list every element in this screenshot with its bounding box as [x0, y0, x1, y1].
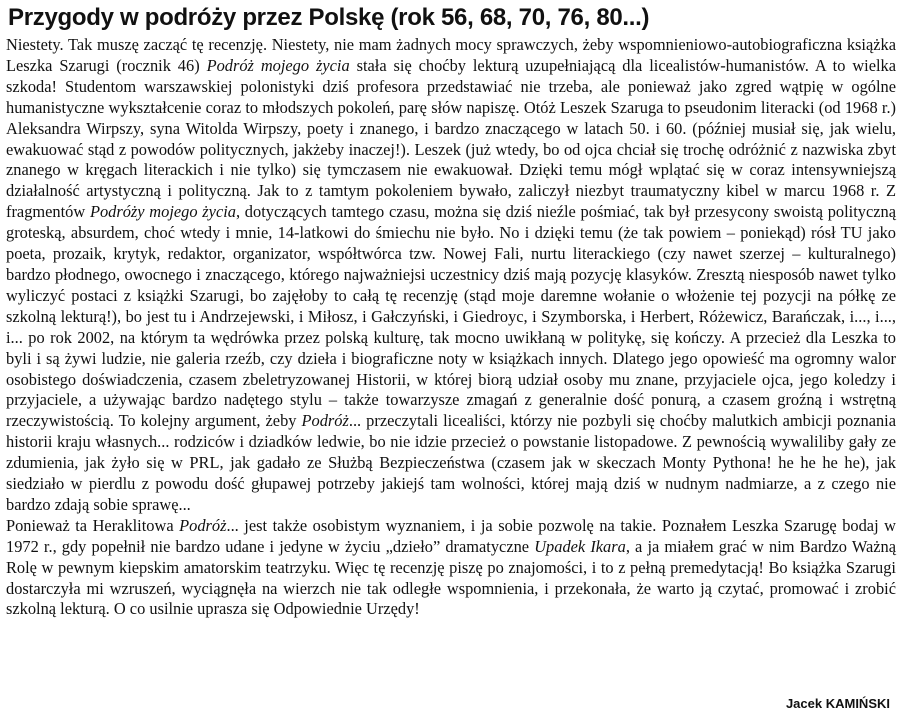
- paragraph-2: [6, 516, 896, 621]
- author-signature: Jacek KAMIŃSKI: [785, 696, 890, 711]
- book-title-italic: Podróż: [301, 411, 349, 431]
- book-title-italic: Podróż: [179, 515, 227, 535]
- paragraph-2-text-1: Ponieważ ta Heraklitowa: [6, 515, 180, 535]
- paragraph-1-text-4: ... przeczytali licealiści, którzy nie pozbyli się choćby malutkich ambicji poznania historii kraju własnych... rodziców i dziadków ledwie, bo nie idzie przecież o powstanie listopadowe. Z pewnością wywaliliby gały ze zdumienia, jak żyło się w PRL, jak gadało ze Służbą Bezpieczeństwa (czasem jak w skeczach Monty Pythona! he he he he), jak siedziało w pierdlu z powodu dość głupawej potrzeby jakiejś tam wolności, której mają dziś w nudnym nadmiarze, a z czego nie bardzo zdają sobie sprawę...: [6, 411, 896, 514]
- book-title-italic: Podróż mojego życia: [206, 55, 350, 75]
- paragraph-2-text-3: , a ja miałem grać w nim Bardzo Ważną Rolę w pewnym kiepskim amatorskim teatrzyku. Więc tę recenzję piszę po znajomości, i to z pełną premedytacją! Bo książka Szarugi dostarczyła mi wzruszeń, wyciągnęła na wierzch nie tak odległe wspomnienia, i przekonała, że warto ją czytać, promować i zrobić szkolną lekturą. O co usilnie uprasza się Odpowiednie Urzędy!: [6, 536, 896, 619]
- paragraph-2-text-2: ... jest także osobistym wyznaniem, i ja sobie pozwolę na takie. Poznałem Leszka Szarugę bodaj w 1972 r., gdy popełnił nie bardzo udane i jedyne w życiu „dzieło” dramatyczne: [6, 515, 896, 556]
- article-page: [6, 0, 896, 714]
- paragraph-1-text-2: stała się choćby lekturą uzupełniającą dla licealistów-humanistów. A to wielka szkoda! Studentom warszawskiej polonistyki dziś profesora przedstawiać nie trzeba, ale ponieważ jako zgred wątpię w ogólne humanistyczne wykształcenie coraz to młodszych pokoleń, parę słów napiszę. Otóż Leszek Szaruga to pseudonim literacki (od 1968 r.) Aleksandra Wirpszy, syna Witolda Wirpszy, poety i znanego, i bardzo znaczącego w latach 50. i 60. (później musiał się, jak wielu, ewakuować stąd z powodów politycznych, jakżeby inaczej!). Leszek (już wtedy, bo od ojca chciał się trochę odróżnić z nazwiska zbyt znanego w kręgach literackich i nie tylko) się tymczasem nie ewakuował. Dzięki temu mógł wplątać się w coraz intensywniejszą działalność artystyczną i polityczną. Jak to z tamtym pokoleniem bywało, zaliczył niezbyt traumatyczny kibel w marcu 1968 r. Z fragmentów: [6, 55, 897, 222]
- drama-title-italic: Upadek Ikara: [534, 536, 626, 556]
- book-title-italic: Podróży mojego życia: [89, 202, 236, 222]
- article-body: [6, 35, 896, 620]
- paragraph-1-text-3: , dotyczących tamtego czasu, można się dziś nieźle pośmiać, tak był przesycony swoistą polityczną groteską, absurdem, choć wtedy i mnie, 14-latkowi do śmiechu nie było. No i dzięki temu (że tak powiem – poniekąd) rósł TU jako poeta, prozaik, krytyk, redaktor, organizator, współtwórca tzw. Nowej Fali, nurtu literackiego (czy nawet szerzej – kulturalnego) bardzo płodnego, owocnego i znaczącego, którego najważniejsi uczestnicy dziś mają pozycję klasyków. Zresztą niesposób nawet tylko wyliczyć postaci z książki Szarugi, bo zajęłoby to całą tę recenzję (stąd moje daremne wołanie o włożenie tej pozycji na półkę ze szkolną lekturą!), bo jest tu i Andrzejewski, i Miłosz, i Gałczyński, i Giedroyc, i Szymborska, i Herbert, Różewicz, Barańczak, i..., i..., i... po rok 2002, na którym ta wędrówka przez polską kulturę, tak mocno uwikłaną w politykę, się kończy. A przecież dla Leszka to byli i są żywi ludzie, nie galeria rzeźb, czy dzieła i biograficzne noty w książkach innych. Dlatego jego opowieść ma ogromny walor osobistego doświadczenia, czasem zbeletryzowanej Historii, w której biorą udział osoby mu znane, przyjaciele ojca, jego koledzy i przyjaciele, a używając bardzo nadętego stylu – także towarzysze zmagań z generalnie dość ponurą, a czasem groźną i wstrętną rzeczywistością. To kolejny argument, żeby: [6, 202, 896, 431]
- paragraph-1: [6, 35, 896, 516]
- paragraph-1-text-1: Niestety. Tak muszę zacząć tę recenzję. Niestety, nie mam żadnych mocy sprawczych, żeby wspomnieniowo-autobiograficzna książka Leszka Szarugi (rocznik 46): [6, 35, 896, 75]
- article-title: Przygody w podróży przez Polskę (rok 56, 68, 70, 76, 80...): [8, 4, 650, 31]
